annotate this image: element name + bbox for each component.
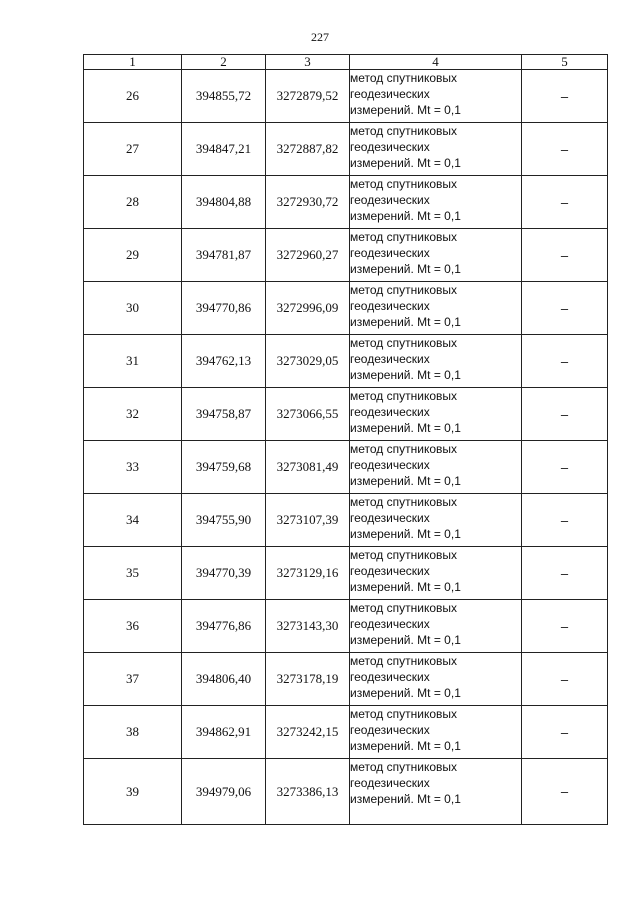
method-line: геодезических [350,140,430,154]
y-coordinate-cell: 3273386,13 [266,759,350,825]
table-row [84,759,608,825]
method-line: геодезических [350,776,430,790]
x-coordinate-cell: 394759,68 [182,441,266,494]
method-cell [350,547,522,600]
table-body [84,70,608,825]
method-line: метод спутниковых [350,230,458,244]
y-coordinate-cell: 3273129,16 [266,547,350,600]
method-cell [350,653,522,706]
method-line: геодезических [350,299,430,313]
y-coordinate-cell: 3272996,09 [266,282,350,335]
table-row [84,388,608,441]
y-coordinate-cell: 3272887,82 [266,123,350,176]
table-row [84,282,608,335]
method-line: геодезических [350,352,430,366]
method-line: измерений. Mt = 0,1 [350,103,461,117]
x-coordinate-cell: 394776,86 [182,600,266,653]
point-number-cell: 26 [84,70,182,123]
method-line: геодезических [350,670,430,684]
method-line: геодезических [350,458,430,472]
header-cell-4: 4 [350,55,522,70]
y-coordinate-cell: 3272960,27 [266,229,350,282]
y-coordinate-cell: 3273107,39 [266,494,350,547]
method-line: метод спутниковых [350,283,458,297]
point-number-cell: 38 [84,706,182,759]
x-coordinate-cell: 394770,86 [182,282,266,335]
point-number-cell: 27 [84,123,182,176]
method-line: метод спутниковых [350,336,458,350]
method-line: измерений. Mt = 0,1 [350,368,461,382]
accuracy-cell: – [522,176,608,229]
y-coordinate-cell: 3273143,30 [266,600,350,653]
table-row [84,600,608,653]
method-line: метод спутниковых [350,442,458,456]
header-cell-5: 5 [522,55,608,70]
method-line: измерений. Mt = 0,1 [350,792,461,806]
point-number-cell: 39 [84,759,182,825]
accuracy-cell: – [522,441,608,494]
method-line: измерений. Mt = 0,1 [350,739,461,753]
y-coordinate-cell: 3273242,15 [266,706,350,759]
table-row [84,441,608,494]
method-line: измерений. Mt = 0,1 [350,527,461,541]
method-cell [350,494,522,547]
method-cell [350,759,522,825]
method-line: измерений. Mt = 0,1 [350,580,461,594]
point-number-cell: 32 [84,388,182,441]
method-line: геодезических [350,87,430,101]
x-coordinate-cell: 394758,87 [182,388,266,441]
point-number-cell: 28 [84,176,182,229]
accuracy-cell: – [522,759,608,825]
point-number-cell: 29 [84,229,182,282]
method-cell [350,335,522,388]
table-row [84,335,608,388]
point-number-cell: 37 [84,653,182,706]
accuracy-cell: – [522,653,608,706]
method-line: метод спутниковых [350,71,458,85]
method-line: измерений. Mt = 0,1 [350,315,461,329]
method-cell [350,282,522,335]
method-line: геодезических [350,564,430,578]
accuracy-cell: – [522,600,608,653]
x-coordinate-cell: 394762,13 [182,335,266,388]
point-number-cell: 30 [84,282,182,335]
method-line: геодезических [350,405,430,419]
y-coordinate-cell: 3272879,52 [266,70,350,123]
method-line: метод спутниковых [350,495,458,509]
x-coordinate-cell: 394979,06 [182,759,266,825]
method-line: геодезических [350,193,430,207]
accuracy-cell: – [522,335,608,388]
method-cell [350,706,522,759]
method-cell [350,388,522,441]
method-line: геодезических [350,246,430,260]
method-line: измерений. Mt = 0,1 [350,633,461,647]
accuracy-cell: – [522,282,608,335]
table-row [84,70,608,123]
method-line: измерений. Mt = 0,1 [350,262,461,276]
header-cell-2: 2 [182,55,266,70]
method-line: измерений. Mt = 0,1 [350,421,461,435]
method-cell [350,229,522,282]
x-coordinate-cell: 394755,90 [182,494,266,547]
method-line: геодезических [350,511,430,525]
header-row [84,55,608,70]
table-row [84,229,608,282]
point-number-cell: 31 [84,335,182,388]
accuracy-cell: – [522,706,608,759]
accuracy-cell: – [522,229,608,282]
table-row [84,547,608,600]
table-row [84,123,608,176]
accuracy-cell: – [522,388,608,441]
coordinates-table [83,54,608,825]
header-cell-1: 1 [84,55,182,70]
method-line: метод спутниковых [350,389,458,403]
method-cell [350,70,522,123]
x-coordinate-cell: 394862,91 [182,706,266,759]
accuracy-cell: – [522,123,608,176]
method-cell [350,600,522,653]
method-line: метод спутниковых [350,548,458,562]
method-line: измерений. Mt = 0,1 [350,686,461,700]
table-row [84,706,608,759]
accuracy-cell: – [522,494,608,547]
y-coordinate-cell: 3273066,55 [266,388,350,441]
accuracy-cell: – [522,70,608,123]
x-coordinate-cell: 394806,40 [182,653,266,706]
method-line: метод спутниковых [350,177,458,191]
point-number-cell: 34 [84,494,182,547]
y-coordinate-cell: 3273178,19 [266,653,350,706]
y-coordinate-cell: 3273081,49 [266,441,350,494]
method-line: метод спутниковых [350,654,458,668]
page-number: 227 [311,30,329,44]
method-line: геодезических [350,617,430,631]
table-header [84,55,608,70]
point-number-cell: 35 [84,547,182,600]
x-coordinate-cell: 394770,39 [182,547,266,600]
method-line: метод спутниковых [350,601,458,615]
method-cell [350,123,522,176]
table-row [84,176,608,229]
method-line: измерений. Mt = 0,1 [350,156,461,170]
method-line: метод спутниковых [350,760,458,774]
method-line: метод спутниковых [350,124,458,138]
method-line: метод спутниковых [350,707,458,721]
y-coordinate-cell: 3272930,72 [266,176,350,229]
header-cell-3: 3 [266,55,350,70]
table-row [84,653,608,706]
x-coordinate-cell: 394781,87 [182,229,266,282]
y-coordinate-cell: 3273029,05 [266,335,350,388]
x-coordinate-cell: 394847,21 [182,123,266,176]
x-coordinate-cell: 394804,88 [182,176,266,229]
method-line: измерений. Mt = 0,1 [350,209,461,223]
point-number-cell: 33 [84,441,182,494]
method-line: измерений. Mt = 0,1 [350,474,461,488]
method-cell [350,441,522,494]
x-coordinate-cell: 394855,72 [182,70,266,123]
point-number-cell: 36 [84,600,182,653]
method-cell [350,176,522,229]
table-row [84,494,608,547]
accuracy-cell: – [522,547,608,600]
method-line: геодезических [350,723,430,737]
